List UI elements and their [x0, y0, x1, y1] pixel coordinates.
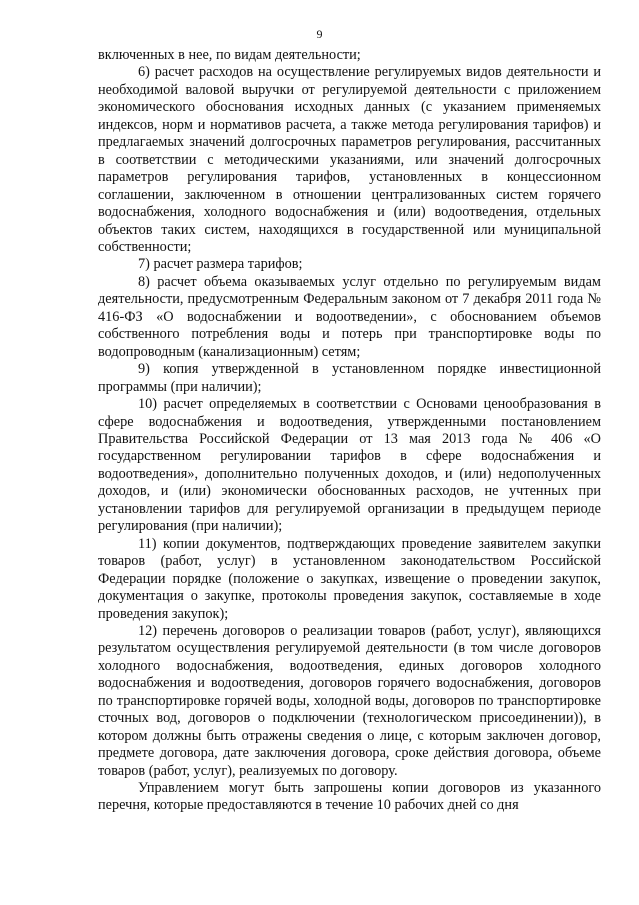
paragraph-item-8: 8) расчет объема оказываемых услуг отдельно по регулируемым видам деятельности, предусмотренным Федеральным законом от 7 декабря 2011 года № 416-ФЗ «О водоснабжении и водоотведении», с обоснованием объемов собственного потребления воды и потерь при транспортировке воды по водопроводным (канализационным) сетям; [98, 273, 601, 360]
paragraph-item-11: 11) копии документов, подтверждающих проведение заявителем закупки товаров (работ, услуг) в установленном законодательством Российской Федерации порядке (положение о закупках, извещение о проведении закупок, документация о закупке, протоколы проведения закупок, составляемые в ходе проведения закупок); [98, 535, 601, 622]
paragraph-contracts-request: Управлением могут быть запрошены копии договоров из указанного перечня, которые предоставляются в течение 10 рабочих дней со дня [98, 780, 601, 814]
paragraph-item-12: 12) перечень договоров о реализации товаров (работ, услуг), являющихся результатом осуществления регулируемой деятельности (в том числе договоров холодного водоснабжения, водоотведения, единых договоров холодного водоснабжения и водоотведения, договоров горячего водоснабжения, договоров по транспортировке горячей воды, холодной воды, договоров по транспортировке сточных вод, договоров о подключении (технологическом присоединении)), в котором должны быть отражены сведения о лице, с которым заключен договор, предмете договора, дате заключения договора, сроке действия договора, объеме товаров (работ, услуг), реализуемых по договору. [98, 622, 601, 779]
page-number: 9 [316, 27, 323, 41]
paragraph-continuation: включенных в нее, по видам деятельности; [98, 47, 361, 63]
paragraph-item-6: 6) расчет расходов на осуществление регулируемых видов деятельности и необходимой валовой выручки от регулируемой деятельности с приложением экономического обоснования исходных данных (с указанием применяемых индексов, норм и нормативов расчета, а также метода регулирования тарифов) и предлагаемых значений долгосрочных параметров регулирования, рассчитанных в соответствии с методическими указаниями, или значений долгосрочных параметров регулирования тарифов, установленных в концессионном соглашении, заключенном в отношении централизованных систем горячего водоснабжения, холодного водоснабжения и (или) водоотведения, отдельных объектов таких систем, находящихся в государственной или муниципальной собственности; [98, 64, 601, 255]
paragraph-item-9: 9) копия утвержденной в установленном порядке инвестиционной программы (при наличии); [98, 361, 601, 395]
paragraph-item-10: 10) расчет определяемых в соответствии с Основами ценообразования в сфере водоснабжения и водоотведения, утвержденными постановлением Правительства Российской Федерации от 13 мая 2013 года № 406 «О государственном регулировании тарифов в сфере водоснабжения и водоотведения», дополнительно полученных доходов, и (или) недополученных доходов, и (или) экономически обоснованных расходов, не учтенных при установлении тарифов для регулируемой организации в предыдущем периоде регулирования (при наличии); [98, 396, 601, 535]
paragraph-item-7: 7) расчет размера тарифов; [138, 256, 303, 273]
document-body [98, 47, 601, 815]
